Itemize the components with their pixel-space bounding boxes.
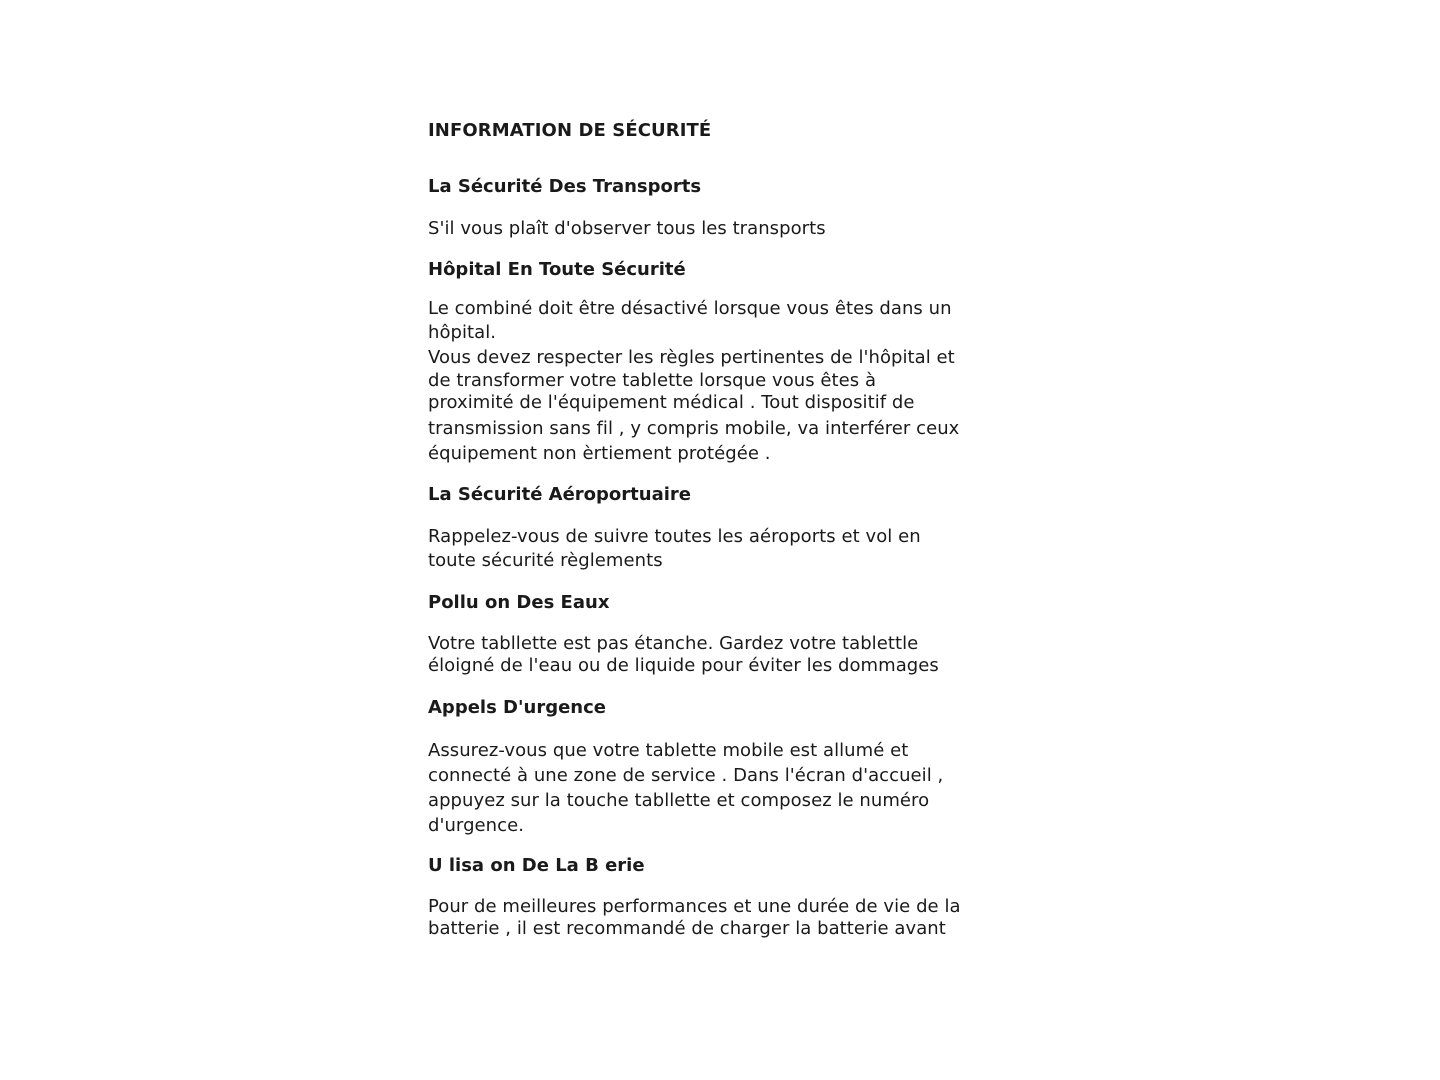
document-page xyxy=(428,0,1028,1080)
section-text-hospital-rules xyxy=(428,347,955,415)
text-line: appuyez sur la touche tabllette et composez le numéro xyxy=(428,790,930,811)
text-line: toute sécurité règlements xyxy=(428,550,663,571)
section-text-water-pollution xyxy=(428,633,939,677)
section-text-battery-use xyxy=(428,896,961,940)
section-heading-transport-safety: La Sécurité Des Transports xyxy=(428,176,702,197)
text-line: d'urgence. xyxy=(428,815,524,836)
text-line: transmission sans fil , y compris mobile, va interférer ceux xyxy=(428,418,960,439)
text-line: Pour de meilleures performances et une durée de vie de la xyxy=(428,896,961,917)
text-line: Votre tabllette est pas étanche. Gardez votre tablettle xyxy=(428,633,919,654)
text-line: Rappelez-vous de suivre toutes les aéroports et vol en xyxy=(428,526,921,547)
text-line: éloigné de l'eau ou de liquide pour éviter les dommages xyxy=(428,655,939,676)
section-text-airport-safety xyxy=(428,525,921,573)
section-text-hospital-interference xyxy=(428,416,959,466)
document-title: INFORMATION DE SÉCURITÉ xyxy=(428,120,712,141)
section-text-transport-safety xyxy=(428,217,826,241)
section-heading-airport-safety: La Sécurité Aéroportuaire xyxy=(428,484,691,505)
text-line: batterie , il est recommandé de charger la batterie avant xyxy=(428,918,946,939)
section-text-hospital-safety xyxy=(428,297,952,345)
section-heading-water-pollution: Pollu on Des Eaux xyxy=(428,592,610,613)
section-heading-hospital-safety: Hôpital En Toute Sécurité xyxy=(428,259,686,280)
section-heading-emergency-calls: Appels D'urgence xyxy=(428,697,606,718)
text-line: hôpital. xyxy=(428,322,497,343)
text-line: Vous devez respecter les règles pertinentes de l'hôpital et xyxy=(428,347,955,368)
text-line: Assurez-vous que votre tablette mobile est allumé et xyxy=(428,740,909,761)
text-line: connecté à une zone de service . Dans l'écran d'accueil , xyxy=(428,765,944,786)
text-line: proximité de l'équipement médical . Tout dispositif de xyxy=(428,392,915,413)
text-line: équipement non èrtiement protégée . xyxy=(428,443,771,464)
section-text-emergency-calls xyxy=(428,738,943,838)
text-line: S'il vous plaît d'observer tous les transports xyxy=(428,218,826,239)
section-heading-battery-use: U lisa on De La B erie xyxy=(428,855,645,876)
text-line: Le combiné doit être désactivé lorsque vous êtes dans un xyxy=(428,298,952,319)
text-line: de transformer votre tablette lorsque vous êtes à xyxy=(428,369,877,391)
